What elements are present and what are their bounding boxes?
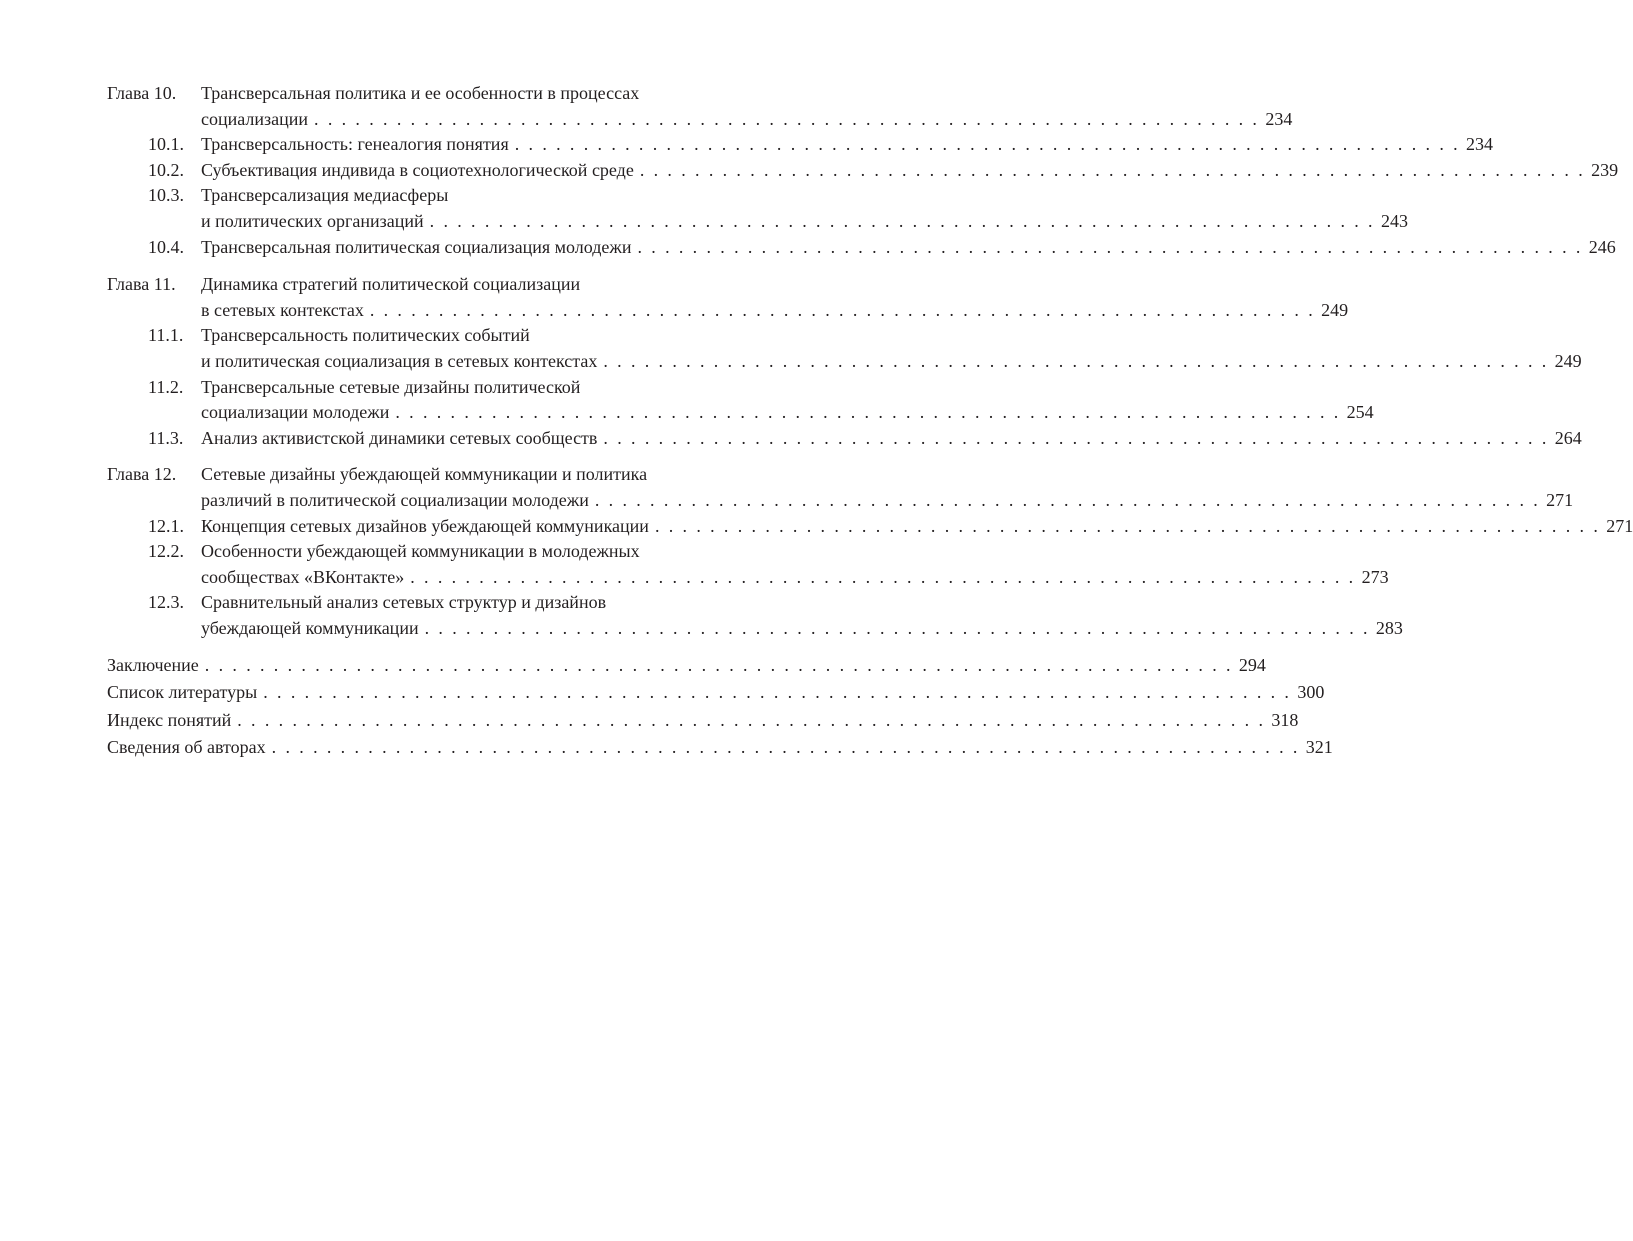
page-number: 321 (1305, 737, 1333, 758)
toc-entry[interactable] (107, 565, 1389, 591)
toc-line (107, 539, 768, 565)
toc-line (107, 272, 768, 298)
toc-entry[interactable] (107, 616, 1403, 642)
section-title-cont: убеждающей коммуникации (201, 617, 419, 638)
chapter-label: Глава 11. (107, 274, 176, 295)
section-title: Концепция сетевых дизайнов убеждающей коммуникации (201, 515, 649, 536)
toc-entry[interactable] (107, 158, 1619, 184)
toc-line (107, 183, 768, 209)
section-title-cont: и политическая социализация в сетевых контекстах (201, 350, 598, 371)
chapter-title-cont: различий в политической социализации молодежи (201, 489, 589, 510)
section-title: Трансверсальность: генеалогия понятия (201, 134, 509, 155)
toc-entry[interactable] (107, 209, 1408, 235)
toc-entry[interactable] (107, 107, 1293, 133)
page-number: 294 (1238, 655, 1266, 676)
page-number: 264 (1554, 427, 1582, 448)
leader-dots: . . . . . . . . . . . . . . . . . . . . . . . . . . . . . . . . . . . . . . . . . . . . . . . . . . . . . . . . . . . . . . . . . . . . . (654, 515, 1601, 536)
section-number: 10.2. (148, 159, 184, 180)
section-number: 11.1. (148, 325, 184, 346)
section-number: 11.2. (148, 376, 184, 397)
toc-entry[interactable] (107, 400, 1374, 426)
page-number: 249 (1321, 299, 1349, 320)
page-number: 234 (1466, 134, 1494, 155)
leader-dots: . . . . . . . . . . . . . . . . . . . . . . . . . . . . . . . . . . . . . . . . . . . . . . . . . . . . . . . . . . . . . . . . . . . . . . . . . . . (263, 682, 1292, 703)
chapter-title-cont: в сетевых контекстах (201, 299, 364, 320)
section-title: Анализ активистской динамики сетевых сообществ (201, 427, 598, 448)
page-number: 283 (1375, 617, 1403, 638)
section-number: 11.3. (148, 427, 184, 448)
chapter-12 (107, 462, 1633, 641)
chapter-title-cont: социализации (201, 108, 309, 129)
section-number: 10.4. (148, 236, 184, 257)
chapter-title: Сетевые дизайны убеждающей коммуникации и политика (201, 464, 648, 485)
toc-entry[interactable] (107, 132, 1494, 158)
back-matter-title: Заключение (107, 655, 199, 676)
leader-dots: . . . . . . . . . . . . . . . . . . . . . . . . . . . . . . . . . . . . . . . . . . . . . . . . . . . . . . . . . . . . . . . . . . . . . (429, 210, 1375, 231)
section-title: Трансверсальные сетевые дизайны политической (201, 376, 581, 397)
section-number: 12.1. (148, 515, 184, 536)
section-title-cont: и политических организаций (201, 210, 424, 231)
chapter-title: Трансверсальная политика и ее особенности в процессах (201, 83, 640, 103)
page-number: 239 (1591, 159, 1619, 180)
page-number: 254 (1346, 402, 1374, 423)
table-of-contents (107, 81, 1633, 762)
toc-line (107, 462, 768, 488)
section-number: 12.3. (148, 592, 184, 613)
section-title: Сравнительный анализ сетевых структур и дизайнов (201, 592, 607, 613)
leader-dots: . . . . . . . . . . . . . . . . . . . . . . . . . . . . . . . . . . . . . . . . . . . . . . . . . . . . . . . . . . . . . . . . . . . . . . . . . . . (237, 709, 1266, 730)
toc-entry[interactable] (107, 679, 1325, 707)
back-matter-title: Список литературы (107, 682, 258, 703)
leader-dots: . . . . . . . . . . . . . . . . . . . . . . . . . . . . . . . . . . . . . . . . . . . . . . . . . . . . . . . . . . . . . . . . . . . . . (514, 134, 1461, 155)
page-number: 243 (1380, 210, 1408, 231)
page-number: 271 (1606, 515, 1633, 536)
section-title: Особенности убеждающей коммуникации в молодежных (201, 541, 640, 562)
leader-dots: . . . . . . . . . . . . . . . . . . . . . . . . . . . . . . . . . . . . . . . . . . . . . . . . . . . . . . . . . . . . . . . . . . . . . . . . . . . (271, 737, 1300, 758)
page-number: 300 (1297, 682, 1325, 703)
toc-entry[interactable] (107, 734, 1333, 762)
page-number: 249 (1554, 350, 1582, 371)
leader-dots: . . . . . . . . . . . . . . . . . . . . . . . . . . . . . . . . . . . . . . . . . . . . . . . . . . . . . . . . . . . . . . . . . . . . . (639, 159, 1586, 180)
leader-dots: . . . . . . . . . . . . . . . . . . . . . . . . . . . . . . . . . . . . . . . . . . . . . . . . . . . . . . . . . . . . . . . . . . . . . (594, 489, 1541, 510)
leader-dots: . . . . . . . . . . . . . . . . . . . . . . . . . . . . . . . . . . . . . . . . . . . . . . . . . . . . . . . . . . . . . . . . . . . . . (603, 350, 1549, 371)
page-number: 234 (1265, 108, 1293, 129)
chapter-11 (107, 272, 1582, 451)
back-matter-title: Индекс понятий (107, 709, 232, 730)
section-number: 10.3. (148, 185, 184, 206)
leader-dots: . . . . . . . . . . . . . . . . . . . . . . . . . . . . . . . . . . . . . . . . . . . . . . . . . . . . . . . . . . . . . . . . . . . . . (637, 236, 1583, 257)
toc-entry[interactable] (107, 235, 1616, 261)
chapter-label: Глава 10. (107, 83, 177, 103)
toc-entry[interactable] (107, 653, 1266, 679)
section-title: Субъективация индивида в социотехнологической среде (201, 159, 634, 180)
leader-dots: . . . . . . . . . . . . . . . . . . . . . . . . . . . . . . . . . . . . . . . . . . . . . . . . . . . . . . . . . . . . . . . . . . . . . (603, 427, 1549, 448)
chapter-10 (107, 81, 1619, 260)
leader-dots: . . . . . . . . . . . . . . . . . . . . . . . . . . . . . . . . . . . . . . . . . . . . . . . . . . . . . . . . . . . . . . . . . . . . . (314, 108, 1260, 129)
leader-dots: . . . . . . . . . . . . . . . . . . . . . . . . . . . . . . . . . . . . . . . . . . . . . . . . . . . . . . . . . . . . . . . . . . . . . (410, 566, 1356, 587)
toc-entry[interactable] (107, 349, 1582, 375)
toc-entry[interactable] (107, 514, 1633, 540)
page-number: 273 (1361, 566, 1389, 587)
leader-dots: . . . . . . . . . . . . . . . . . . . . . . . . . . . . . . . . . . . . . . . . . . . . . . . . . . . . . . . . . . . . . . . . . . . . . (395, 402, 1341, 423)
toc-line (107, 323, 768, 349)
section-number: 12.2. (148, 541, 184, 562)
toc-line (107, 590, 768, 616)
section-title-cont: сообществах «ВКонтакте» (201, 566, 405, 587)
page-number: 246 (1588, 236, 1616, 257)
leader-dots: . . . . . . . . . . . . . . . . . . . . . . . . . . . . . . . . . . . . . . . . . . . . . . . . . . . . . . . . . . . . . . . . . . . . . (424, 617, 1370, 638)
leader-dots: . . . . . . . . . . . . . . . . . . . . . . . . . . . . . . . . . . . . . . . . . . . . . . . . . . . . . . . . . . . . . . . . . . . . . (369, 299, 1316, 320)
page-number: 318 (1271, 709, 1299, 730)
toc-entry[interactable] (107, 488, 1574, 514)
chapter-title: Динамика стратегий политической социализации (201, 274, 581, 295)
section-title: Трансверсальная политическая социализация молодежи (201, 236, 632, 257)
chapter-label: Глава 12. (107, 464, 177, 485)
toc-line (107, 81, 768, 107)
section-title-cont: социализации молодежи (201, 402, 390, 423)
toc-entry[interactable] (107, 707, 1299, 735)
page-number: 271 (1546, 489, 1574, 510)
back-matter-title: Сведения об авторах (107, 737, 266, 758)
section-title: Трансверсализация медиасферы (201, 185, 449, 206)
toc-line (107, 375, 768, 401)
toc-entry[interactable] (107, 298, 1349, 324)
section-title: Трансверсальность политических событий (201, 325, 530, 346)
toc-entry[interactable] (107, 426, 1582, 452)
leader-dots: . . . . . . . . . . . . . . . . . . . . . . . . . . . . . . . . . . . . . . . . . . . . . . . . . . . . . . . . . . . . . . . . . . . . . . . . . . . (204, 655, 1233, 676)
section-number: 10.1. (148, 134, 184, 155)
back-matter (107, 653, 1333, 761)
